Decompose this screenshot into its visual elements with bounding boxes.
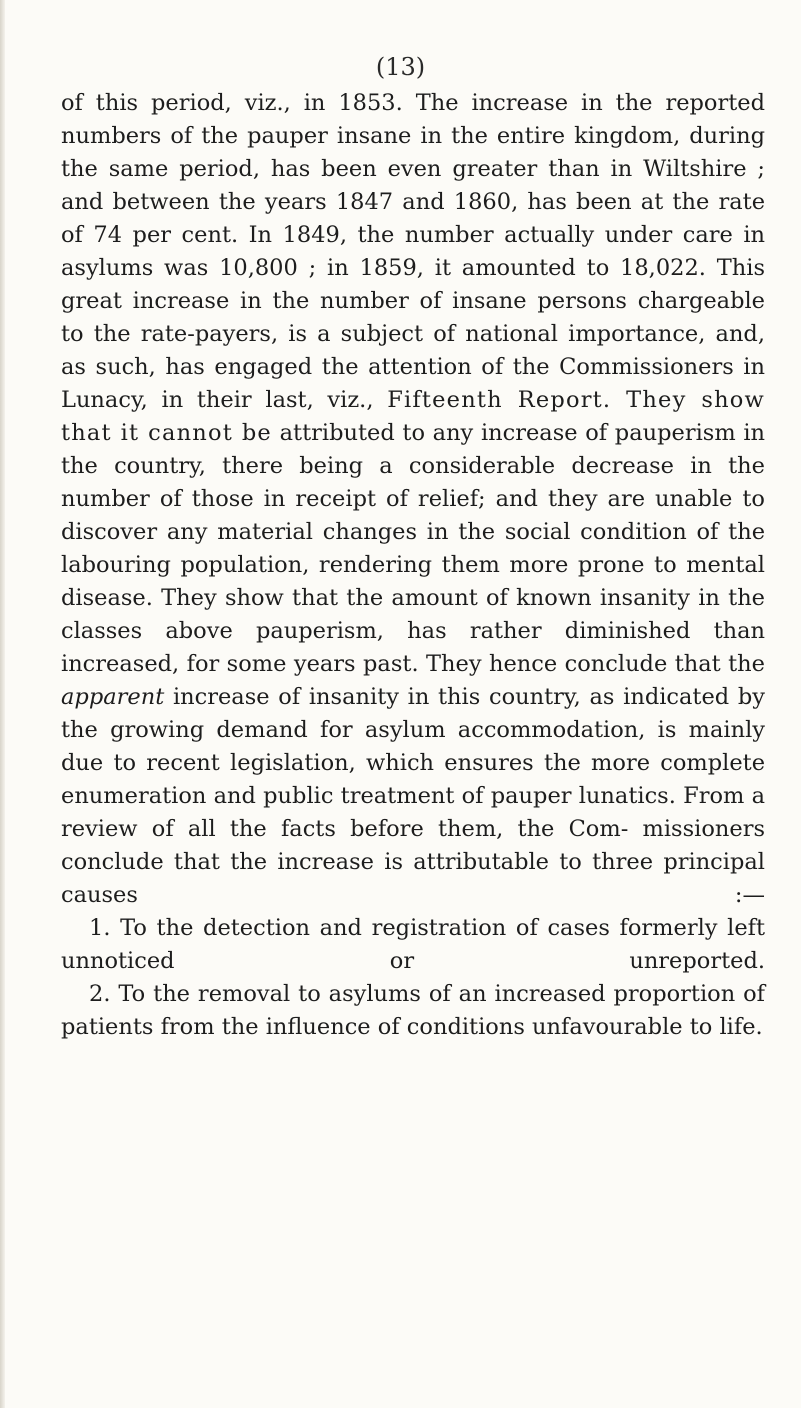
text-line: rather diminished than increased, for some years past. bbox=[61, 618, 766, 677]
text-line: the labouring population, rendering them more prone bbox=[61, 519, 766, 578]
page-edge-shadow bbox=[0, 0, 5, 1408]
text-line: demand for asylum accommodation, is mainly due to bbox=[61, 717, 765, 776]
text-line: reported numbers of the pauper insane in the entire bbox=[61, 90, 765, 149]
text-line: cent. In 1849, the number actually under care in bbox=[181, 222, 766, 248]
text-line: insanity in this country, as indicated by the growing bbox=[61, 684, 766, 743]
text-line: recent legislation, which ensures the more complete bbox=[146, 750, 766, 776]
page-number: (13) bbox=[375, 53, 426, 81]
text-line: 1. To the detection and registration of cases bbox=[89, 915, 610, 941]
text-line: unfavourable to life. bbox=[532, 1014, 763, 1040]
paragraph-cause-1 bbox=[61, 912, 765, 978]
text-line: known insanity in the classes above pauperism, has bbox=[61, 585, 765, 644]
text-line-start: They hence conclude that the bbox=[426, 651, 765, 677]
text-line: 2. To the removal to asylums of an increased bbox=[89, 981, 606, 1007]
text-line-end: increase of bbox=[164, 684, 301, 710]
paragraph-cause-2 bbox=[61, 978, 765, 1044]
paragraph-main bbox=[61, 87, 765, 912]
text-line: formerly left unnoticed or unreported. bbox=[61, 915, 766, 974]
text-line: those in receipt of relief; and they are unable to bbox=[191, 486, 765, 512]
text-line: of this period, viz., in 1853. The increase in the bbox=[61, 90, 653, 116]
text-line: Fifteenth Report. They show that it cannot be bbox=[61, 387, 766, 446]
emphasized-word: apparent bbox=[61, 684, 165, 710]
text-line: chargeable to the rate-payers, is a subject of national bbox=[61, 288, 765, 347]
text-line: attributed to any increase of pauperism in the country, bbox=[61, 420, 766, 479]
text-line: kingdom, during the same period, has been even bbox=[61, 123, 765, 182]
text-line: importance, and, as such, has engaged the attention of bbox=[61, 321, 765, 380]
text-line: three principal causes :— bbox=[61, 849, 765, 908]
text-line: to mental disease. They show that the amount of bbox=[61, 552, 766, 611]
text-line: From a review of all the facts before them, the Com- bbox=[61, 783, 765, 842]
text-line: This great increase in the number of insane persons bbox=[61, 255, 766, 314]
text-line: discover any material changes in the social condition of bbox=[61, 519, 719, 545]
text-line: asylums was 10,800 ; in 1859, it amounted to 18,022. bbox=[61, 255, 706, 281]
text-line: 1847 and 1860, has been at the rate of 74 per bbox=[61, 189, 766, 248]
text-line: the Commissioners in Lunacy, in their last, viz., bbox=[61, 354, 765, 413]
text-line: proportion of patients from the influence of conditions bbox=[61, 981, 766, 1040]
text-line: enumeration and public treatment of pauper lunatics. bbox=[61, 783, 676, 809]
body-text bbox=[61, 87, 765, 1044]
text-line: there being a considerable decrease in the number of bbox=[61, 453, 765, 512]
text-line: greater than in Wiltshire ; and between the years bbox=[61, 156, 765, 215]
text-line: missioners conclude that the increase is attributable to bbox=[61, 816, 765, 875]
